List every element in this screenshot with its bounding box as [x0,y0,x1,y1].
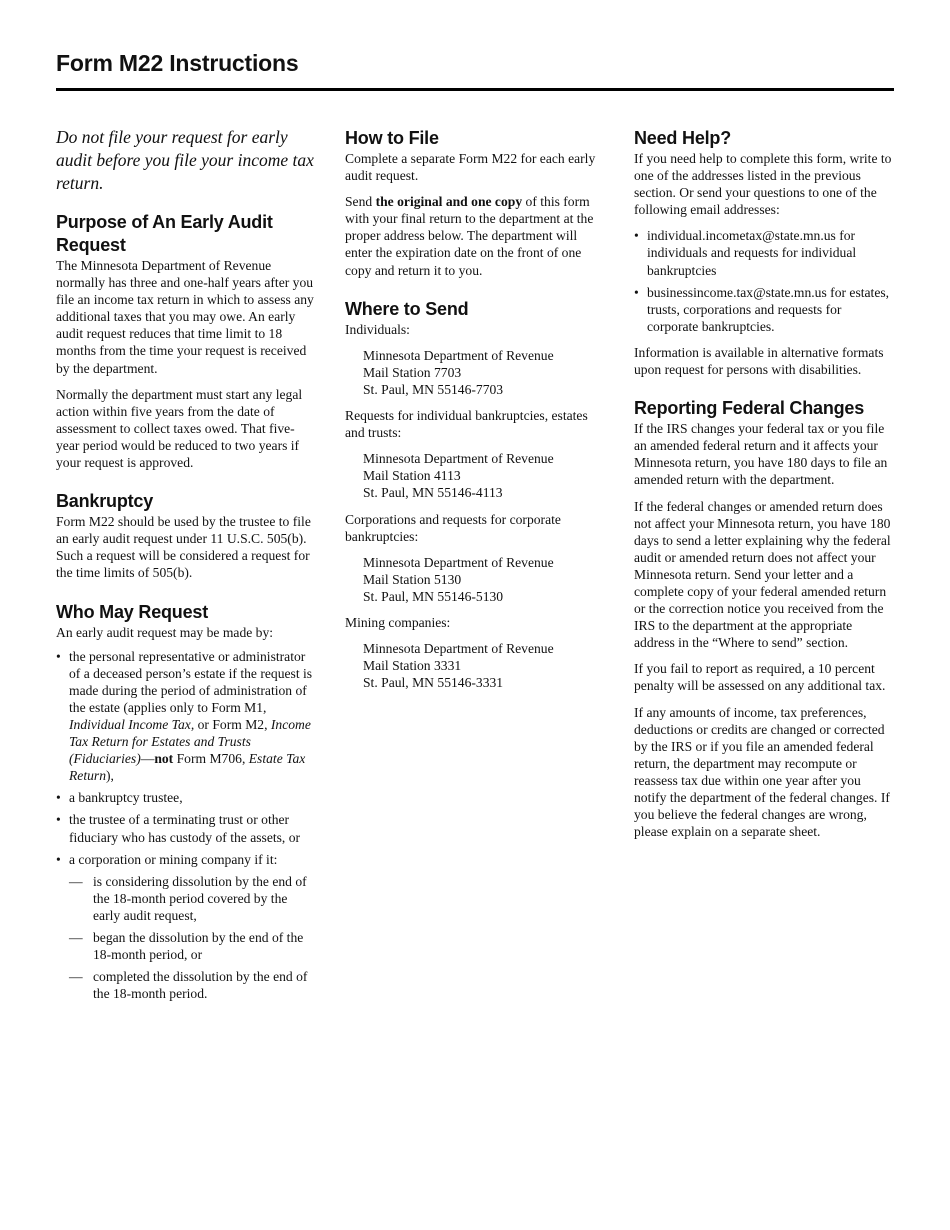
bullet-text: the personal representative or administrator of a deceased person’s estate if the request is made during the period of administration of the estate (applies only to Form M1, Individual Income Tax, or Form M2, Income Tax Return for Estates and Trusts (Fiduciaries)—not Form M706, Estate Tax Return), [69,648,313,784]
list-item [69,968,314,1002]
list-item [56,648,314,785]
list-item [634,284,896,335]
bullet-icon: • [56,648,61,664]
address-block: Minnesota Department of Revenue Mail Station 7703 St. Paul, MN 55146-7703 [363,347,554,397]
who-heading: Who May Request [56,601,209,622]
purpose-paragraph-1: The Minnesota Department of Revenue normally has three and one-half years after you file an income tax return in which to assess any additional taxes that you may owe. An early audit request reduces that time limit to 18 months from the time your request is received by the department. [56,258,314,376]
list-item [56,851,314,1003]
dash-text: began the dissolution by the end of the 18-month period, or [93,930,304,963]
list-item [56,789,314,806]
dash-icon: — [69,930,83,945]
federal-paragraph-1: If the IRS changes your federal tax or you file an amended federal return and it affects your Minnesota return, you have 180 days to file an amended return with the department. [634,421,888,488]
dash-text: completed the dissolution by the end of the 18-month period. [93,969,308,1002]
who-list [56,648,314,1003]
how-paragraph-1: Complete a separate Form M22 for each early audit request. [345,151,596,184]
how-heading: How to File [345,128,439,148]
page-title: Form M22 Instructions [56,50,299,76]
email-text: individual.incometax@state.mn.us for individuals and requests for individual bankruptcies [647,228,857,278]
address-label: Individuals: [345,321,410,337]
address-label: Mining companies: [345,614,451,630]
bullet-icon: • [56,812,61,828]
purpose-heading: Purpose of An Early Audit Request [56,212,273,255]
email-text: businessincome.tax@state.mn.us for estates, trusts, corporations and requests for corporate bankruptcies. [647,284,890,334]
address-label: Corporations and requests for corporate bankruptcies: [345,511,561,544]
address-block: Minnesota Department of Revenue Mail Station 5130 St. Paul, MN 55146-5130 [363,554,554,604]
section-purpose [56,211,314,471]
section-where-to-send [345,298,607,692]
section-bankruptcy [56,490,314,581]
address-label: Requests for individual bankruptcies, estates and trusts: [345,408,588,441]
how-paragraph-2: Send the original and one copy of this form with your final return to the department at the proper address below. The department will enter the expiration date on the front of one copy and return it to you. [345,194,594,278]
who-paragraph: An early audit request may be made by: [56,624,274,640]
column-right [634,126,896,859]
column-middle [345,126,607,710]
list-item [56,811,314,845]
help-paragraph-1: If you need help to complete this form, write to one of the addresses listed in the previous section. Or send your questions to one of the following email addresses: [634,151,892,218]
section-how-to-file [345,127,607,279]
help-heading: Need Help? [634,128,732,148]
email-list [634,227,896,335]
address-block: Minnesota Department of Revenue Mail Station 4113 St. Paul, MN 55146-4113 [363,451,554,501]
federal-paragraph-2: If the federal changes or amended return does not affect your Minnesota return, you have 180 days to send a letter explaining why the federal audit or amended return does not affect your Minnesota return. Send your letter and a complete copy of your federal amended return or the correction notice you received from the IRS to the department at the appropriate address in the “Where to send” section. [634,498,891,651]
list-item [69,929,314,963]
help-paragraph-2: Information is available in alternative formats upon request for persons with disabilities. [634,344,884,378]
section-federal-changes [634,397,896,840]
column-left [56,126,314,1021]
federal-paragraph-3: If you fail to report as required, a 10 percent penalty will be assessed on any additional tax. [634,661,886,694]
bullet-text: a corporation or mining company if it: [69,851,278,867]
title-rule [56,88,894,91]
purpose-paragraph-2: Normally the department must start any legal action within five years from the date of assessment to collect taxes owed. That five-year period would be reduced to two years if your request is approved. [56,386,303,471]
bullet-icon: • [56,851,61,867]
address-block: Minnesota Department of Revenue Mail Station 3331 St. Paul, MN 55146-3331 [363,641,554,691]
bankruptcy-heading: Bankruptcy [56,491,154,512]
dash-icon: — [69,873,83,889]
intro-note: Do not file your request for early audit before you file your income tax return. [56,127,314,193]
list-item [69,873,314,924]
bullet-text: a bankruptcy trustee, [69,790,183,806]
where-heading: Where to Send [345,298,469,319]
bankruptcy-paragraph: Form M22 should be used by the trustee to file an early audit request under 11 U.S.C. 505(b). Such a request will be considered a request for the time limits of 505(b). [56,514,311,581]
bullet-icon: • [634,284,639,300]
dash-text: is considering dissolution by the end of the 18-month period covered by the early audit request, [93,873,307,923]
federal-paragraph-4: If any amounts of income, tax preferences, deductions or credits are changed or corrected by the IRS or if you file an amended federal return, the department may recompute or reassess tax due within one year after you notify the department of the federal changes. If you believe the federal changes are wrong, please explain on a separate sheet. [634,704,890,840]
dash-icon: — [69,969,83,985]
bullet-text: the trustee of a terminating trust or other fiduciary who has custody of the assets, or [69,812,301,845]
bullet-icon: • [56,790,61,806]
bullet-icon: • [634,228,639,244]
federal-heading: Reporting Federal Changes [634,398,865,419]
section-who-may-request [56,601,314,1003]
dissolution-list [69,873,314,1003]
list-item [634,227,896,278]
section-need-help [634,127,896,378]
